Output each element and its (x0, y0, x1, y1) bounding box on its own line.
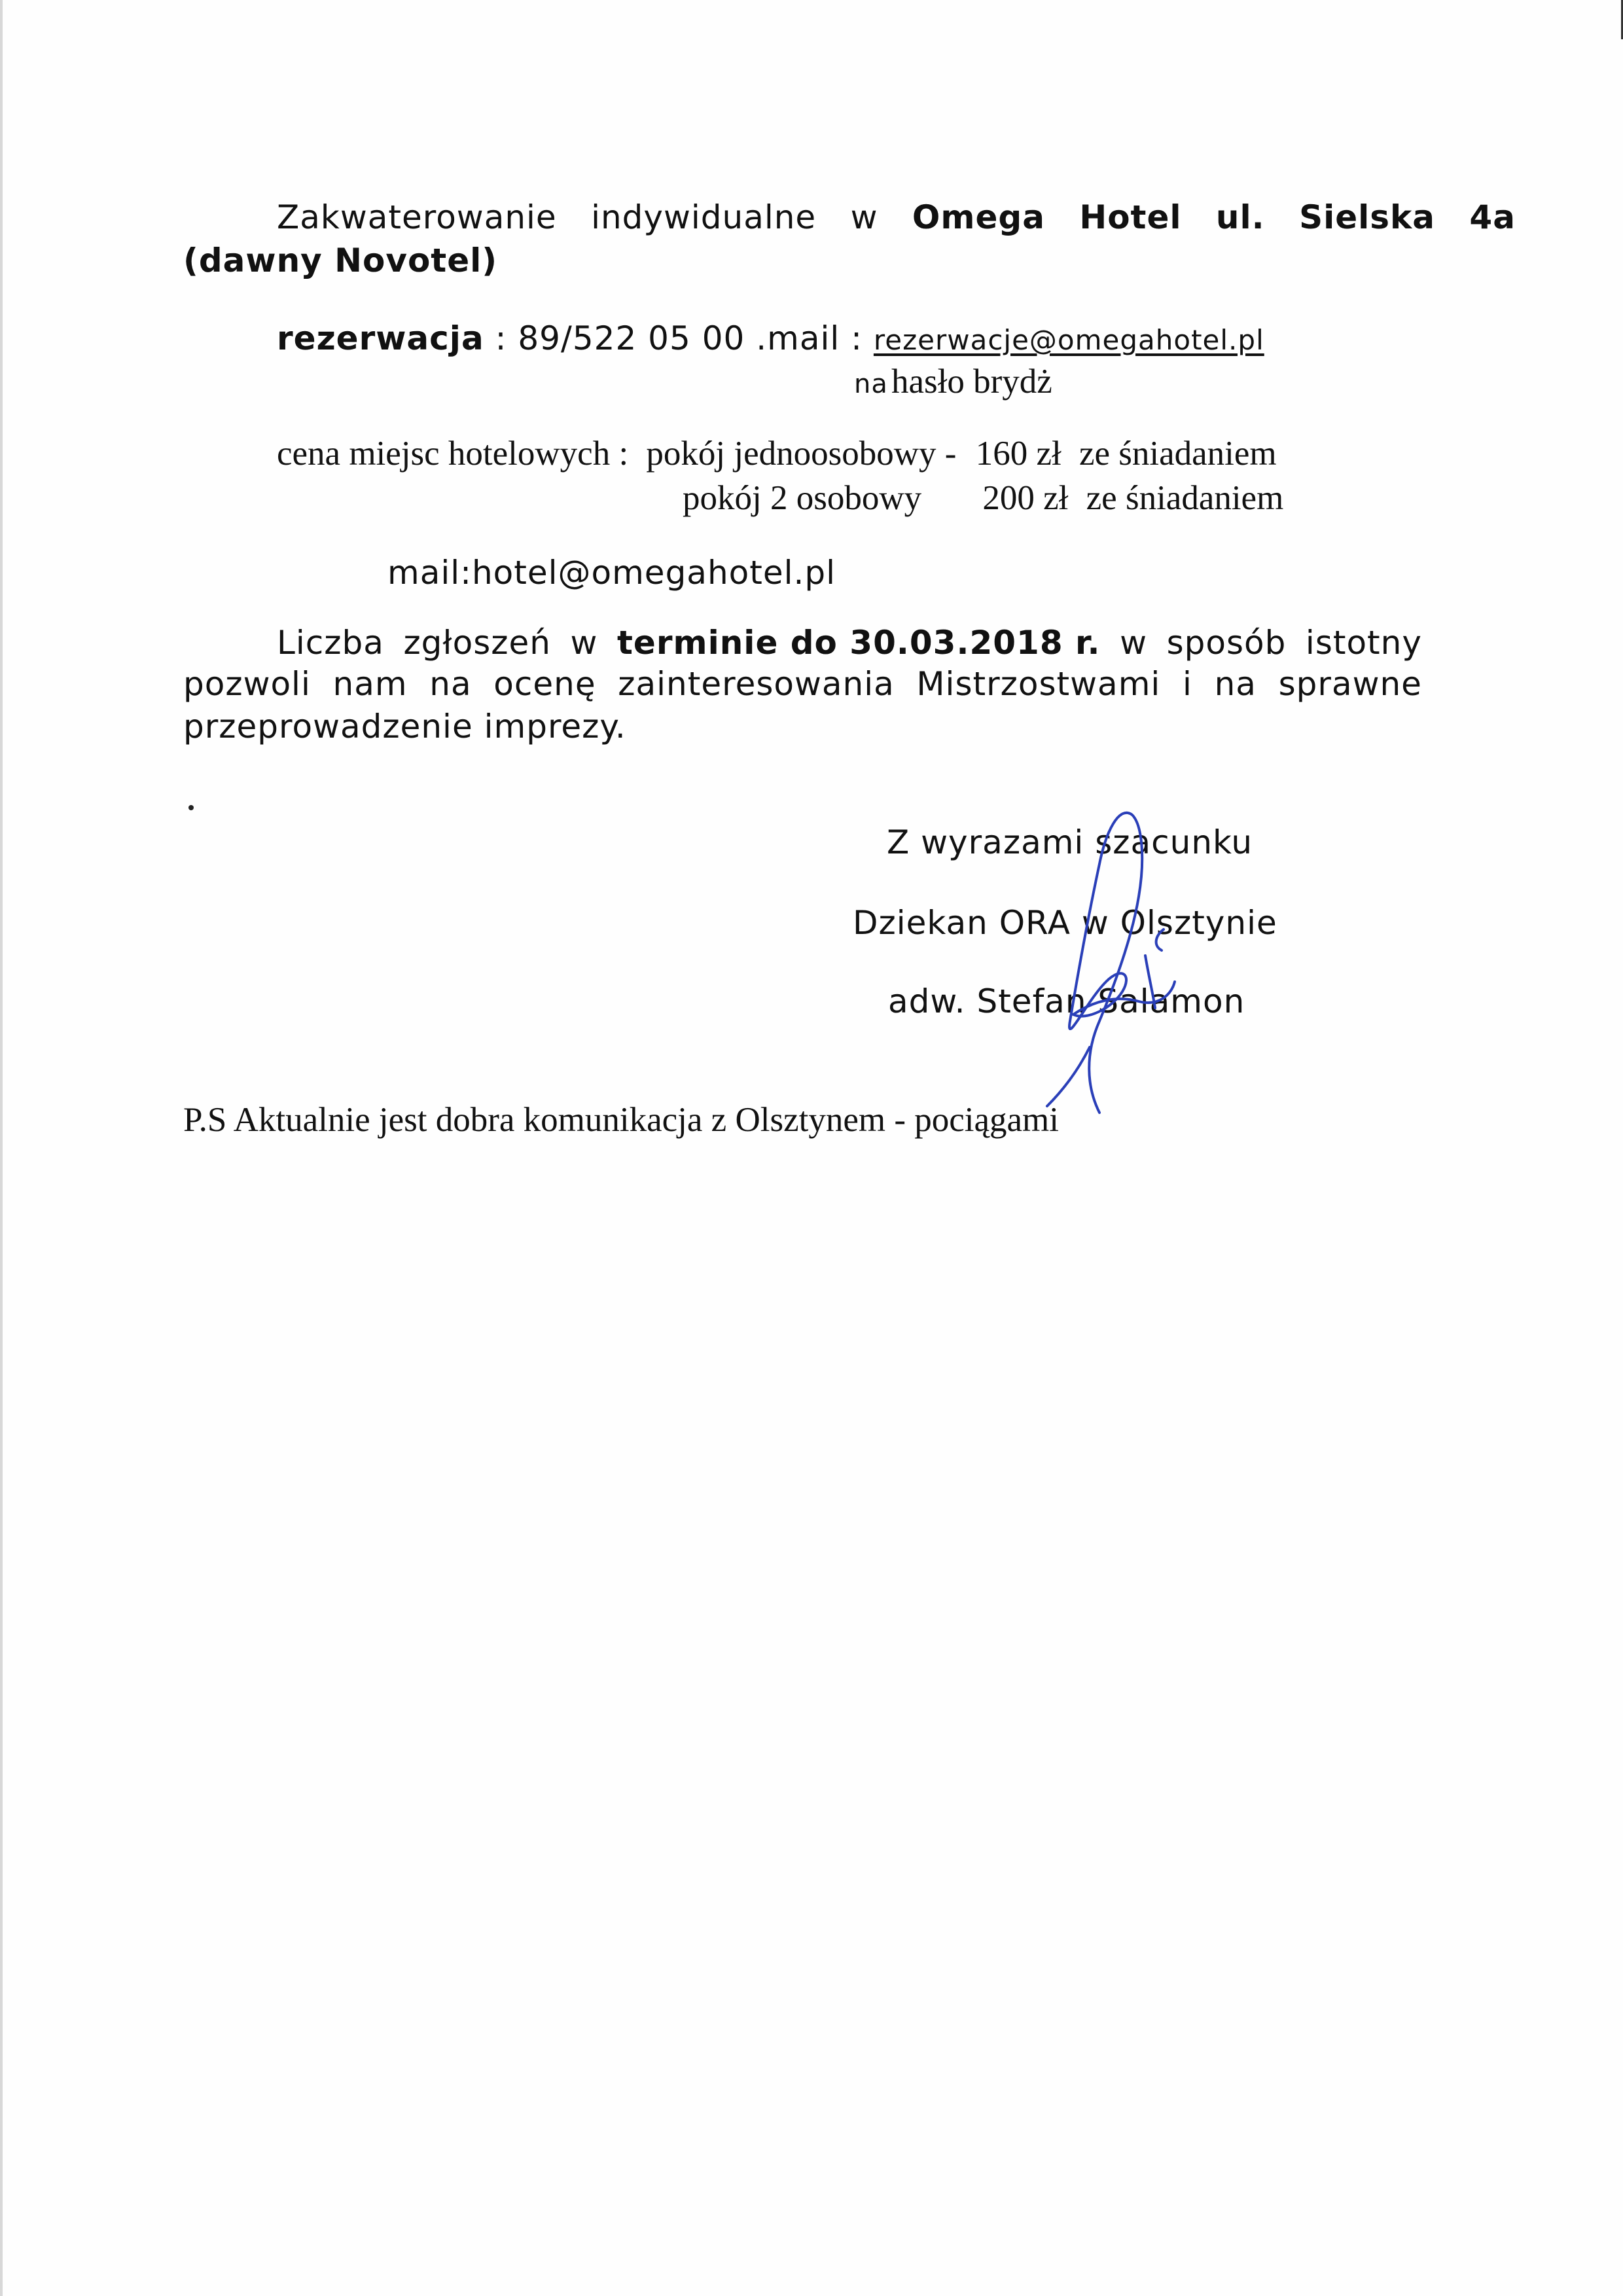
accommodation-line-1 (277, 198, 1516, 236)
room-note: ze śniadaniem (1086, 479, 1284, 517)
room-type: pokój 2 osobowy (683, 479, 922, 517)
text-word: Mistrzostwami (916, 665, 1161, 703)
reservation-label: rezerwacja (277, 319, 484, 357)
hotel-mail: mail:hotel@omegahotel.pl (387, 554, 836, 592)
reservation-phone: 89/522 05 00 (518, 319, 745, 357)
closing-name: adw. Stefan Salamon (888, 982, 1245, 1020)
text-word: Zakwaterowanie (277, 198, 557, 236)
hotel-street: ul. (1215, 198, 1265, 236)
registration-line-2 (183, 665, 1422, 703)
room-price: 160 zł (975, 435, 1061, 473)
registration-line-1 (277, 624, 1422, 662)
hotel-name: Hotel (1079, 198, 1182, 236)
stray-dot (188, 805, 194, 810)
postscript: P.S Aktualnie jest dobra komunikacja z Olsztynem - pociągami (183, 1101, 1059, 1139)
accommodation-line-2: (dawny Novotel) (183, 242, 498, 279)
password-prefix: na (854, 369, 888, 399)
text-word: w (570, 624, 598, 662)
reservation-email-link[interactable]: rezerwacje@omegahotel.pl (873, 324, 1264, 356)
room-price: 200 zł (982, 479, 1069, 517)
text-word: sprawne (1278, 665, 1422, 703)
text-word: zgłoszeń (403, 624, 551, 662)
closing-title: Dziekan ORA w Olsztynie (853, 904, 1277, 942)
text-word: i (1182, 665, 1192, 703)
text-word: na (1214, 665, 1257, 703)
hotel-street: Sielska (1299, 198, 1436, 236)
registration-line-3: przeprowadzenie imprezy. (183, 708, 626, 745)
price-label: cena miejsc hotelowych : (277, 435, 629, 473)
handwritten-signature (1008, 805, 1230, 1119)
text-word: Liczba (277, 624, 384, 662)
text-word: na (429, 665, 472, 703)
separator: : (495, 319, 507, 357)
deadline: terminie do 30.03.2018 r. (617, 624, 1101, 662)
text-word: sposób (1166, 624, 1287, 662)
closing-greeting: Z wyrazami szacunku (887, 823, 1253, 861)
reservation-line (277, 319, 1264, 357)
hotel-name: Omega (912, 198, 1045, 236)
text-word: w (1120, 624, 1148, 662)
password-line (854, 365, 1052, 399)
hotel-street: 4a (1469, 198, 1516, 236)
room-type: pokój jednoosobowy - (646, 435, 957, 473)
text-word: nam (332, 665, 408, 703)
password-text: hasło brydż (891, 363, 1052, 401)
text-word: indywidualne (591, 198, 817, 236)
text-word: pozwoli (183, 665, 311, 703)
price-line-single (277, 437, 1277, 471)
text-word: zainteresowania (618, 665, 895, 703)
mail-label: .mail : (756, 319, 863, 357)
text-word: w (850, 198, 878, 236)
room-note: ze śniadaniem (1079, 435, 1277, 473)
price-line-double (683, 481, 1283, 516)
scan-edge (0, 0, 3, 2296)
text-word: istotny (1305, 624, 1422, 662)
text-word: ocenę (493, 665, 596, 703)
